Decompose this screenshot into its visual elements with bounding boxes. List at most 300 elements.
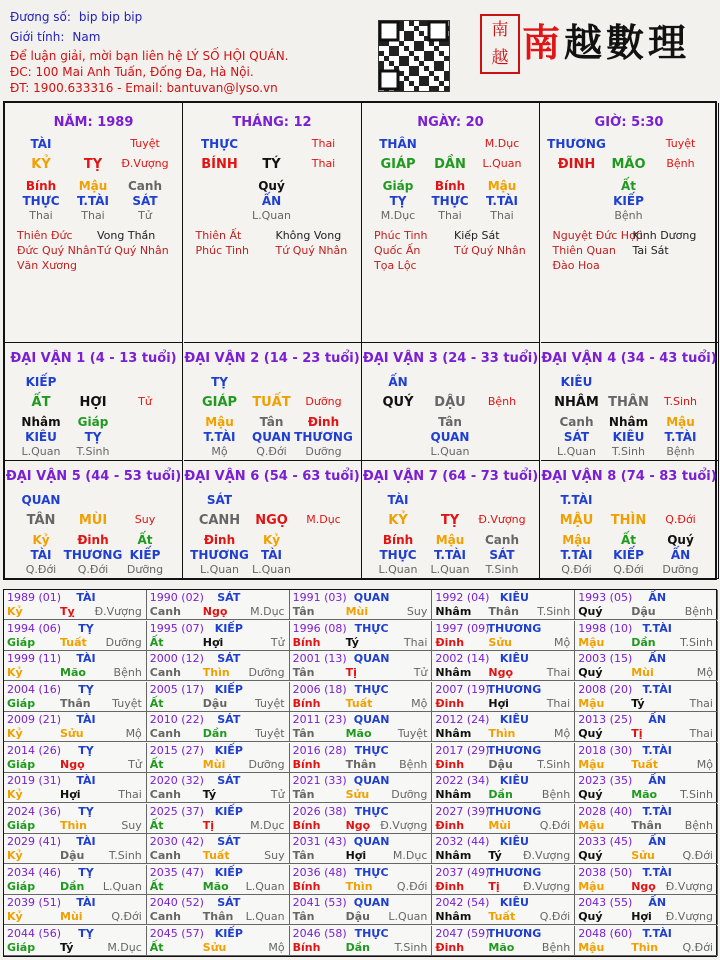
luck-stem: GIÁP	[201, 395, 238, 410]
annual-year: 1996 (08)	[292, 621, 347, 635]
luck-branch: DẬU	[434, 395, 466, 410]
luck-hidden: Tân	[438, 415, 462, 429]
star-text: Đào Hoa	[552, 259, 600, 272]
annual-branch: Ngọ	[202, 605, 228, 618]
hidden-stem: Canh	[128, 179, 162, 193]
annual-year: 2005 (17)	[149, 682, 204, 696]
annual-cell	[575, 895, 718, 925]
luck-hidden: L.Quan	[252, 563, 291, 576]
annual-branch: Thìn	[631, 940, 659, 954]
annual-stem: Ất	[149, 879, 164, 893]
hidden-stem: KIẾP	[613, 194, 644, 208]
luck-phase: Q.Đới	[665, 513, 696, 526]
annual-year: 2012 (24)	[435, 713, 490, 726]
annual-god: SÁT	[217, 774, 241, 787]
annual-branch: Tị	[488, 879, 500, 893]
annual-branch: Sửu	[345, 788, 370, 801]
luck-hidden: Q.Đới	[561, 563, 592, 576]
luck-top-god: ẤN	[388, 375, 408, 389]
annual-stem: Canh	[149, 666, 181, 679]
annual-god: TÀI	[76, 774, 96, 787]
annual-stem: Đinh	[435, 879, 465, 893]
hidden-stem: Quý	[258, 179, 285, 193]
luck-top-god: KIẾP	[25, 375, 57, 389]
annual-stem: Tân	[292, 605, 315, 618]
luck-cell	[5, 461, 183, 579]
annual-cell	[290, 743, 433, 773]
annual-phase: L.Quan	[388, 910, 428, 923]
annual-god: ẤN	[648, 774, 667, 787]
logo-char: 南	[522, 20, 565, 65]
luck-stem: MẬU	[559, 513, 594, 528]
annual-branch: Mão	[345, 727, 372, 740]
annual-stem: Đinh	[435, 635, 465, 649]
annual-cell	[4, 834, 147, 864]
annual-year: 2018 (30)	[578, 743, 633, 757]
annual-god: SÁT	[217, 652, 241, 665]
luck-top-god: T.TÀI	[560, 493, 593, 507]
annual-stem: Nhâm	[435, 727, 472, 740]
luck-phase: Tử	[138, 395, 152, 408]
annual-year: 2038 (50)	[578, 865, 633, 879]
annual-cell	[147, 865, 290, 895]
contact-address: ĐC: 100 Mai Anh Tuấn, Đống Đa, Hà Nội.	[10, 65, 254, 79]
annual-phase: Q.Đới	[682, 849, 713, 862]
luck-branch: NGỌ	[255, 513, 288, 528]
annual-god: KIẾP	[214, 682, 243, 696]
annual-stem: Tân	[292, 910, 315, 923]
annual-cell	[147, 651, 290, 681]
annual-branch: Tuất	[345, 696, 373, 710]
annual-year: 2030 (42)	[149, 835, 204, 848]
annual-cell	[4, 895, 147, 925]
annual-branch: Mão	[488, 940, 515, 954]
star-text: Không Vong	[275, 229, 342, 242]
star-text: Tọa Lộc	[374, 259, 417, 272]
annual-year: 1989 (01)	[7, 591, 62, 604]
annual-phase: Mộ	[696, 757, 713, 771]
annual-cell	[4, 590, 147, 620]
annual-cell	[147, 773, 290, 803]
annual-phase: Tuyệt	[254, 696, 285, 710]
annual-year: 2034 (46)	[7, 865, 62, 879]
annual-stem: Ất	[149, 757, 164, 771]
annual-branch: Tuất	[60, 635, 87, 649]
annual-branch: Sửu	[631, 849, 655, 862]
annual-branch: Tị	[345, 666, 357, 679]
annual-branch: Hợi	[345, 849, 367, 862]
star-text: Thiên Đức	[17, 229, 73, 242]
annual-branch: Ngọ	[631, 879, 656, 893]
pillar-text: TÝ	[262, 157, 281, 172]
luck-phase: Đ.Vượng	[478, 513, 526, 526]
seal-char: 南	[491, 20, 509, 40]
annual-cell	[4, 773, 147, 803]
annual-phase: Thai	[403, 635, 428, 649]
luck-hidden: L.Quan	[200, 563, 239, 576]
annual-branch: Tị	[631, 727, 643, 740]
annual-year: 1998 (10)	[578, 621, 633, 635]
luck-hidden: Mậu	[205, 415, 234, 429]
seal-char: 越	[491, 48, 509, 68]
annual-year: 2006 (18)	[292, 682, 347, 696]
luck-hidden: Q.Đới	[25, 563, 57, 576]
annual-branch: Tuất	[202, 849, 230, 862]
pillar-text: BÍNH	[201, 157, 238, 172]
annual-phase: L.Quan	[245, 910, 285, 923]
annual-stem: Đinh	[435, 940, 465, 954]
luck-hidden: THƯƠNG	[190, 548, 249, 562]
luck-hidden: Q.Đới	[77, 563, 109, 576]
annual-phase: Suy	[406, 605, 428, 618]
annual-branch: Tý	[345, 635, 359, 649]
luck-title: ĐẠI VẬN 5 (44 - 53 tuổi)	[5, 469, 182, 484]
header	[0, 0, 720, 100]
hidden-stem: THỰC	[22, 194, 60, 208]
annual-phase: Bệnh	[684, 605, 713, 618]
annual-stem: Tân	[292, 727, 315, 740]
annual-phase: Thai	[546, 696, 571, 710]
luck-branch: TỴ	[440, 513, 460, 528]
pillar-text: THỰC	[200, 137, 239, 151]
annual-stem: Bính	[292, 818, 321, 832]
annual-cell	[432, 865, 575, 895]
annual-phase: Thai	[118, 788, 142, 801]
annual-year: 2032 (44)	[435, 835, 490, 848]
annual-grid	[3, 589, 717, 957]
annual-year: 2000 (12)	[149, 652, 204, 665]
annual-god: QUAN	[353, 652, 390, 665]
annual-stem: Kỷ	[7, 910, 23, 923]
annual-branch: Mùi	[488, 818, 511, 832]
annual-phase: Bệnh	[684, 818, 713, 832]
annual-phase: Bệnh	[541, 788, 571, 801]
annual-god: TỴ	[78, 926, 94, 940]
annual-god: SÁT	[217, 713, 241, 726]
annual-cell	[432, 712, 575, 742]
luck-hidden: T.Sinh	[485, 563, 519, 576]
annual-phase: Đ.Vượng	[522, 849, 571, 862]
annual-branch: Dần	[60, 879, 85, 893]
annual-god: THƯƠNG	[487, 804, 542, 818]
star-text: Đức Quý Nhân	[17, 244, 97, 257]
star-text: Tứ Quý Nhân	[454, 244, 526, 257]
annual-stem: Bính	[292, 696, 321, 710]
pillar-cell	[541, 103, 719, 343]
annual-year: 2037 (49)	[435, 865, 490, 879]
luck-hidden: KIÊU	[612, 430, 645, 444]
annual-branch: Thìn	[345, 879, 373, 893]
annual-phase: Tử	[413, 666, 428, 679]
pillar-text: Bệnh	[666, 157, 695, 170]
luck-hidden: Đinh	[77, 533, 109, 547]
annual-phase: Mộ	[553, 635, 571, 649]
annual-phase: Suy	[264, 849, 285, 862]
pillar-text: Đ.Vượng	[121, 157, 169, 170]
annual-phase: Tuyệt	[397, 727, 428, 740]
annual-stem: Mậu	[578, 696, 605, 710]
pillar-text: THÂN	[379, 137, 417, 151]
annual-cell	[147, 834, 290, 864]
luck-hidden: KIẾP	[129, 548, 161, 562]
star-text: Tai Sát	[632, 244, 669, 257]
annual-year: 2028 (40)	[578, 804, 633, 818]
luck-hidden: Kỷ	[32, 533, 50, 547]
annual-branch: Ngọ	[60, 757, 85, 771]
luck-hidden: T.Sinh	[612, 445, 645, 458]
star-text: Thiên Quan	[552, 244, 616, 257]
gender-line	[10, 29, 100, 46]
annual-god: TỴ	[78, 804, 94, 818]
annual-phase: Q.Đới	[111, 910, 142, 923]
hidden-stem: Ất	[620, 179, 637, 193]
luck-hidden: L.Quan	[430, 445, 470, 458]
annual-cell	[147, 621, 290, 651]
annual-god: SÁT	[217, 591, 241, 604]
luck-hidden: Giáp	[77, 415, 109, 429]
star-text: Kiếp Sát	[454, 229, 500, 242]
annual-branch: Sửu	[60, 727, 84, 740]
annual-god: THỰC	[354, 743, 389, 757]
annual-stem: Kỷ	[7, 605, 23, 618]
annual-god: KIÊU	[499, 591, 529, 604]
annual-god: ẤN	[648, 652, 667, 665]
luck-hidden: TÀI	[30, 548, 52, 562]
annual-cell	[147, 743, 290, 773]
annual-year: 1991 (03)	[292, 591, 347, 604]
annual-god: TÀI	[76, 713, 96, 726]
annual-year: 2045 (57)	[149, 926, 204, 940]
annual-cell	[147, 895, 290, 925]
luck-hidden: Dưỡng	[662, 563, 699, 576]
luck-branch: THÌN	[610, 513, 647, 528]
annual-cell	[290, 865, 433, 895]
annual-god: TÀI	[76, 896, 96, 909]
annual-cell	[147, 682, 290, 712]
annual-god: KIẾP	[214, 926, 243, 940]
luck-stem: QUÝ	[382, 395, 414, 410]
annual-stem: Đinh	[435, 696, 465, 710]
annual-god: THỰC	[354, 621, 389, 635]
annual-branch: Hợi	[60, 788, 81, 801]
annual-year: 2002 (14)	[435, 652, 490, 665]
logo-char: 理	[648, 20, 691, 65]
annual-cell	[4, 804, 147, 834]
annual-year: 2003 (15)	[578, 652, 633, 665]
seal-logo	[480, 14, 520, 74]
luck-phase: Bệnh	[487, 395, 517, 408]
luck-hidden: Tân	[259, 415, 284, 429]
annual-stem: Quý	[578, 727, 603, 740]
star-text: Nguyệt Đức Hợp	[552, 229, 643, 242]
annual-god: KIÊU	[499, 835, 529, 848]
luck-top-god: KIÊU	[560, 375, 593, 389]
annual-year: 2008 (20)	[578, 682, 633, 696]
luck-branch: THÂN	[608, 395, 649, 410]
pillar-text: L.Quan	[482, 157, 522, 170]
annual-branch: Dần	[488, 788, 513, 801]
annual-stem: Tân	[292, 666, 315, 679]
luck-stem: ẤT	[31, 395, 51, 410]
annual-branch: Thân	[631, 818, 662, 832]
annual-stem: Mậu	[578, 818, 605, 832]
annual-cell	[290, 773, 433, 803]
hidden-stem: Tử	[138, 209, 152, 222]
pillar-title: THÁNG: 12	[232, 115, 312, 130]
annual-year: 2035 (47)	[149, 865, 204, 879]
annual-cell	[147, 926, 290, 956]
contact-invite: Để luận giải, mời bạn liên hệ LÝ SỐ HỘI QUÁN.	[10, 49, 289, 63]
hidden-stem: THỰC	[431, 194, 469, 208]
annual-stem: Giáp	[7, 818, 36, 832]
annual-phase: Q.Đới	[396, 879, 428, 893]
annual-stem: Giáp	[7, 757, 36, 771]
annual-branch: Hợi	[202, 635, 224, 649]
annual-year: 1992 (04)	[435, 591, 490, 604]
pillar-title: GIỜ: 5:30	[594, 115, 664, 130]
annual-branch: Sửu	[488, 635, 512, 649]
luck-hidden: L.Quan	[21, 445, 61, 458]
pillar-text: THƯƠNG	[547, 137, 606, 151]
hidden-stem: T.TÀI	[77, 194, 109, 208]
annual-cell	[4, 621, 147, 651]
annual-cell	[575, 621, 718, 651]
luck-hidden: QUAN	[430, 430, 470, 444]
annual-phase: T.Sinh	[108, 849, 142, 862]
luck-branch: HỢI	[79, 395, 107, 410]
annual-year: 1995 (07)	[149, 621, 204, 635]
luck-phase: T.Sinh	[664, 395, 697, 408]
annual-god: T.TÀI	[642, 926, 672, 940]
luck-hidden: TỴ	[84, 430, 102, 444]
hidden-stem: T.TÀI	[486, 194, 518, 208]
annual-branch: Dậu	[60, 849, 85, 862]
luck-hidden: QUAN	[252, 430, 291, 444]
luck-hidden: THƯƠNG	[294, 430, 353, 444]
annual-cell	[432, 773, 575, 803]
luck-cell	[362, 461, 540, 579]
annual-phase: Mộ	[411, 696, 428, 710]
luck-hidden: L.Quan	[378, 563, 418, 576]
annual-year: 1993 (05)	[578, 591, 633, 604]
annual-year: 1997 (09)	[435, 621, 490, 635]
luck-title: ĐẠI VẬN 1 (4 - 13 tuổi)	[10, 351, 177, 366]
annual-branch: Tuất	[488, 910, 516, 923]
luck-hidden: Mậu	[562, 533, 591, 547]
pillar-text: TÀI	[30, 137, 52, 151]
annual-year: 2015 (27)	[149, 743, 204, 757]
annual-cell	[432, 590, 575, 620]
annual-stem: Giáp	[7, 879, 36, 893]
annual-phase: Đ.Vượng	[665, 910, 713, 923]
annual-stem: Canh	[149, 849, 181, 862]
star-text: Văn Xương	[17, 259, 77, 272]
annual-phase: Tử	[270, 788, 285, 801]
annual-cell	[4, 712, 147, 742]
luck-phase: Dưỡng	[305, 395, 342, 408]
pillar-cell	[184, 103, 362, 343]
annual-stem: Mậu	[578, 940, 605, 954]
annual-branch: Tý	[631, 696, 645, 710]
luck-stem: TÂN	[26, 513, 56, 528]
annual-cell	[290, 926, 433, 956]
luck-cell	[184, 461, 362, 579]
annual-year: 2042 (54)	[435, 896, 490, 909]
annual-god: TỴ	[78, 621, 94, 635]
hidden-stem: Bệnh	[614, 209, 643, 222]
annual-god: KIẾP	[214, 743, 243, 757]
annual-god: T.TÀI	[642, 743, 672, 757]
annual-stem: Kỷ	[7, 666, 23, 679]
luck-hidden: TÀI	[260, 548, 282, 562]
annual-phase: Dưỡng	[391, 788, 428, 801]
luck-hidden: THƯƠNG	[63, 548, 123, 562]
qr-code-icon	[378, 20, 450, 92]
luck-hidden: Bính	[382, 533, 414, 547]
luck-hidden: KIÊU	[25, 430, 57, 444]
annual-phase: Thai	[546, 666, 571, 679]
pillar-text: TỴ	[83, 157, 103, 172]
annual-phase: T.Sinh	[680, 788, 713, 801]
luck-hidden: T.TÀI	[203, 430, 236, 444]
annual-cell	[575, 712, 718, 742]
luck-hidden: Dưỡng	[305, 445, 342, 458]
pillar-text: DẦN	[434, 157, 466, 172]
annual-god: TÀI	[76, 652, 96, 665]
annual-branch: Dậu	[345, 910, 370, 923]
annual-year: 2033 (45)	[578, 835, 633, 848]
annual-stem: Nhâm	[435, 605, 472, 618]
contact-phone-email: ĐT: 1900.633316 - Email: bantuvan@lyso.vn	[10, 81, 278, 95]
annual-stem: Bính	[292, 757, 321, 771]
annual-branch: Thân	[60, 696, 91, 710]
annual-cell	[4, 743, 147, 773]
gender-label: Giới tính:	[10, 30, 65, 44]
annual-stem: Mậu	[578, 635, 605, 649]
annual-god: THƯƠNG	[487, 621, 542, 635]
luck-hidden: Mậu	[666, 415, 695, 429]
annual-stem: Quý	[578, 849, 603, 862]
luck-hidden: L.Quan	[557, 445, 596, 458]
star-text: Kình Dương	[632, 229, 697, 242]
annual-stem: Nhâm	[435, 666, 472, 679]
luck-cell	[5, 343, 183, 461]
annual-branch: Thân	[345, 757, 377, 771]
annual-cell	[575, 743, 718, 773]
annual-branch: Dần	[345, 940, 370, 954]
annual-phase: Q.Đới	[682, 940, 713, 954]
annual-stem: Tân	[292, 788, 315, 801]
annual-branch: Mão	[202, 879, 229, 893]
annual-phase: L.Quan	[102, 879, 142, 893]
annual-cell	[290, 590, 433, 620]
annual-stem: Ất	[149, 635, 164, 649]
annual-stem: Tân	[292, 849, 315, 862]
annual-stem: Kỷ	[7, 727, 23, 740]
annual-cell	[290, 804, 433, 834]
luck-top-god: TỴ	[211, 375, 228, 389]
luck-hidden: Canh	[485, 533, 519, 547]
luck-hidden: Ất	[620, 533, 637, 547]
annual-year: 2009 (21)	[7, 713, 62, 726]
annual-year: 2021 (33)	[292, 774, 347, 787]
hidden-stem: Thai	[81, 209, 105, 222]
annual-cell	[147, 590, 290, 620]
annual-cell	[4, 926, 147, 956]
annual-cell	[575, 651, 718, 681]
annual-year: 2040 (52)	[149, 896, 204, 909]
annual-year: 2025 (37)	[149, 804, 204, 818]
